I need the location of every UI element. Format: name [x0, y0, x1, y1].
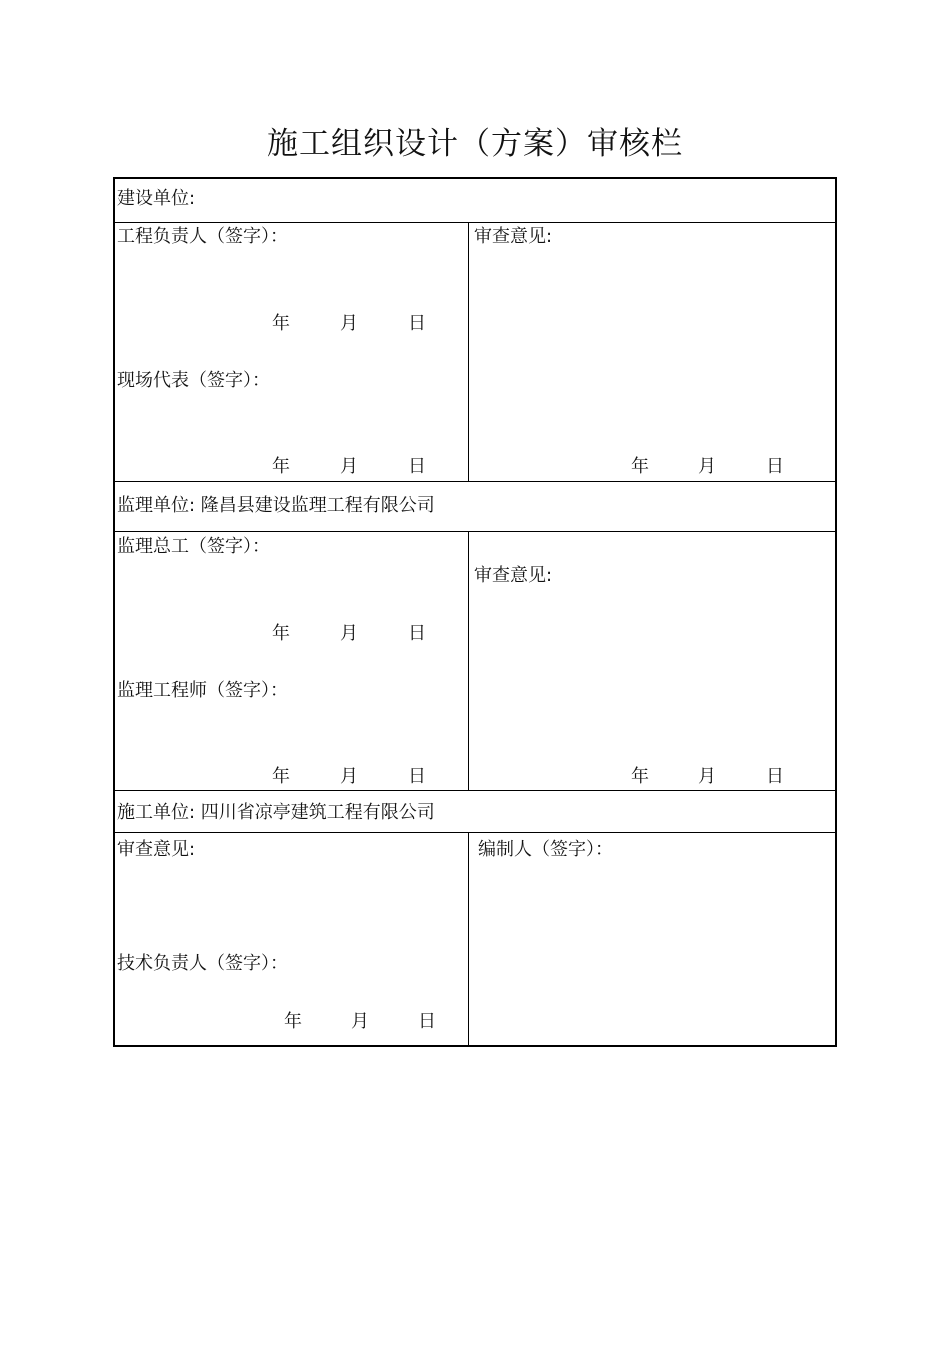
date-day: 日 [408, 623, 426, 644]
row-divider [113, 832, 837, 833]
review-opinion-label: 审查意见: [474, 226, 553, 247]
border-top [113, 177, 837, 179]
date-month: 月 [351, 1011, 369, 1032]
column-divider [468, 222, 469, 481]
row-divider [113, 531, 837, 532]
chief-supervisor-sign-label: 监理总工（签字）： [117, 536, 270, 557]
date-year: 年 [631, 766, 649, 787]
date-year: 年 [272, 313, 290, 334]
border-left [113, 177, 115, 1047]
date-month: 月 [340, 623, 358, 644]
builder-unit-label: 施工单位: 四川省凉亭建筑工程有限公司 [117, 802, 435, 823]
date-day: 日 [408, 766, 426, 787]
date-month: 月 [340, 766, 358, 787]
technical-lead-sign-label: 技术负责人（签字）： [117, 953, 288, 974]
site-representative-sign-label: 现场代表（签字）： [117, 370, 270, 391]
date-month: 月 [340, 456, 358, 477]
project-manager-sign-label: 工程负责人（签字）： [117, 226, 288, 247]
date-month: 月 [698, 766, 716, 787]
date-year: 年 [272, 766, 290, 787]
border-right [835, 177, 837, 1047]
date-day: 日 [418, 1011, 436, 1032]
border-bottom [113, 1045, 837, 1047]
supervision-unit-label: 监理单位: 隆昌县建设监理工程有限公司 [117, 495, 435, 516]
date-day: 日 [408, 456, 426, 477]
date-month: 月 [698, 456, 716, 477]
supervising-engineer-sign-label: 监理工程师（签字）： [117, 680, 288, 701]
date-day: 日 [766, 766, 784, 787]
review-form [113, 177, 837, 1047]
compiler-sign-label: 编制人（签字）： [478, 839, 613, 860]
page-title: 施工组织设计（方案）审核栏 [267, 126, 683, 162]
date-year: 年 [631, 456, 649, 477]
construction-unit-label: 建设单位: [117, 188, 196, 209]
row-divider [113, 481, 837, 482]
review-opinion-label: 审查意见: [117, 839, 196, 860]
row-divider [113, 790, 837, 791]
date-year: 年 [272, 456, 290, 477]
date-year: 年 [284, 1011, 302, 1032]
review-opinion-label: 审查意见: [474, 565, 553, 586]
date-year: 年 [272, 623, 290, 644]
column-divider [468, 832, 469, 1047]
date-day: 日 [408, 313, 426, 334]
column-divider [468, 531, 469, 790]
date-day: 日 [766, 456, 784, 477]
row-divider [113, 222, 837, 223]
date-month: 月 [340, 313, 358, 334]
